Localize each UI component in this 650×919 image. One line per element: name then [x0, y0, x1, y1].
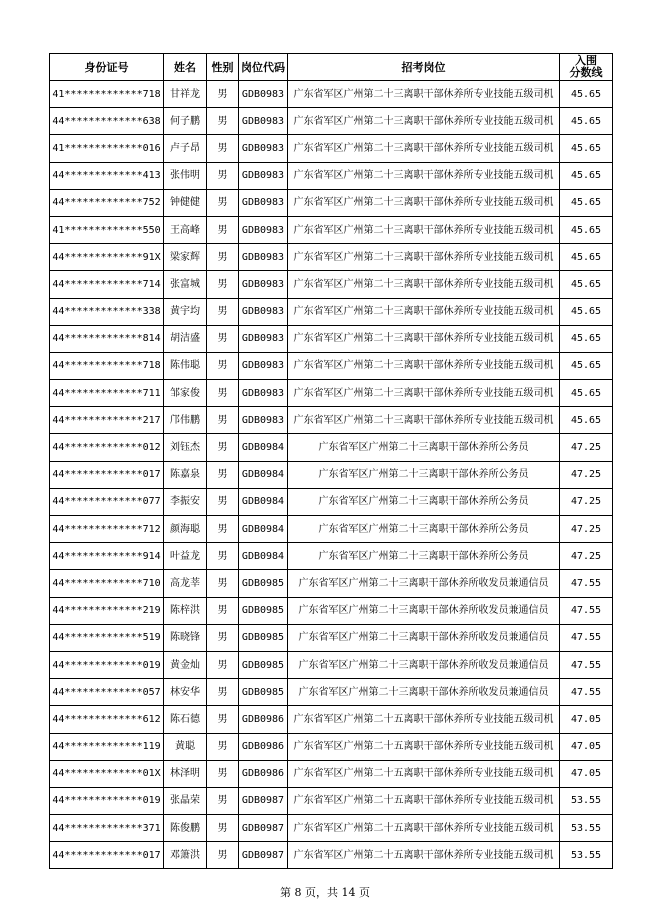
position-cell: 广东省军区广州第二十三离职干部休养所专业技能五级司机: [288, 407, 560, 434]
code-cell: GDB0986: [239, 733, 288, 760]
id-cell: 44*************01X: [50, 760, 164, 787]
name-cell: 张伟明: [164, 162, 207, 189]
score-cell: 47.55: [560, 651, 613, 678]
page-footer: 第 8 页，共 14 页: [280, 886, 370, 899]
position-cell: 广东省军区广州第二十三离职干部休养所收发员兼通信员: [288, 597, 560, 624]
name-cell: 梁家辉: [164, 244, 207, 271]
id-cell: 44*************012: [50, 434, 164, 461]
gender-cell: 男: [207, 597, 239, 624]
gender-cell: 男: [207, 787, 239, 814]
id-cell: 44*************519: [50, 624, 164, 651]
table-row: [50, 352, 613, 379]
gender-cell: 男: [207, 651, 239, 678]
table-row: [50, 162, 613, 189]
table-row: [50, 189, 613, 216]
gender-cell: 男: [207, 516, 239, 543]
code-cell: GDB0985: [239, 597, 288, 624]
code-cell: GDB0985: [239, 570, 288, 597]
score-cell: 47.25: [560, 516, 613, 543]
gender-cell: 男: [207, 815, 239, 842]
gender-cell: 男: [207, 244, 239, 271]
col-header-score-line2: 分数线: [569, 66, 603, 79]
gender-cell: 男: [207, 271, 239, 298]
score-cell: 47.05: [560, 760, 613, 787]
id-cell: 44*************017: [50, 461, 164, 488]
gender-cell: 男: [207, 570, 239, 597]
position-cell: 广东省军区广州第二十三离职干部休养所专业技能五级司机: [288, 244, 560, 271]
code-cell: GDB0983: [239, 189, 288, 216]
code-cell: GDB0983: [239, 407, 288, 434]
gender-cell: 男: [207, 488, 239, 515]
position-cell: 广东省军区广州第二十五离职干部休养所专业技能五级司机: [288, 787, 560, 814]
table-row: [50, 216, 613, 243]
position-cell: 广东省军区广州第二十三离职干部休养所专业技能五级司机: [288, 271, 560, 298]
score-cell: 45.65: [560, 216, 613, 243]
table-row: [50, 407, 613, 434]
position-cell: 广东省军区广州第二十三离职干部休养所收发员兼通信员: [288, 570, 560, 597]
gender-cell: 男: [207, 733, 239, 760]
col-header-position: 招考岗位: [288, 54, 560, 81]
results-table: [49, 53, 613, 869]
name-cell: 王高峰: [164, 216, 207, 243]
code-cell: GDB0983: [239, 325, 288, 352]
id-cell: 44*************017: [50, 842, 164, 869]
code-cell: GDB0983: [239, 81, 288, 108]
table-row: [50, 244, 613, 271]
score-cell: 45.65: [560, 244, 613, 271]
position-cell: 广东省军区广州第二十三离职干部休养所专业技能五级司机: [288, 108, 560, 135]
name-cell: 林泽明: [164, 760, 207, 787]
name-cell: 颜海聪: [164, 516, 207, 543]
position-cell: 广东省军区广州第二十三离职干部休养所专业技能五级司机: [288, 352, 560, 379]
gender-cell: 男: [207, 325, 239, 352]
name-cell: 黄金灿: [164, 651, 207, 678]
position-cell: 广东省军区广州第二十三离职干部休养所公务员: [288, 434, 560, 461]
name-cell: 黄宇均: [164, 298, 207, 325]
position-cell: 广东省军区广州第二十三离职干部休养所专业技能五级司机: [288, 298, 560, 325]
score-cell: 47.25: [560, 488, 613, 515]
score-cell: 47.55: [560, 570, 613, 597]
code-cell: GDB0984: [239, 434, 288, 461]
code-cell: GDB0987: [239, 815, 288, 842]
id-cell: 44*************638: [50, 108, 164, 135]
table-row: [50, 325, 613, 352]
name-cell: 陈石德: [164, 706, 207, 733]
code-cell: GDB0985: [239, 651, 288, 678]
gender-cell: 男: [207, 298, 239, 325]
gender-cell: 男: [207, 352, 239, 379]
score-cell: 53.55: [560, 815, 613, 842]
code-cell: GDB0987: [239, 842, 288, 869]
id-cell: 44*************711: [50, 380, 164, 407]
table-row: [50, 760, 613, 787]
position-cell: 广东省军区广州第二十五离职干部休养所专业技能五级司机: [288, 760, 560, 787]
score-cell: 53.55: [560, 787, 613, 814]
id-cell: 44*************714: [50, 271, 164, 298]
position-cell: 广东省军区广州第二十三离职干部休养所公务员: [288, 488, 560, 515]
gender-cell: 男: [207, 706, 239, 733]
id-cell: 41*************550: [50, 216, 164, 243]
score-cell: 47.25: [560, 543, 613, 570]
id-cell: 44*************710: [50, 570, 164, 597]
score-cell: 45.65: [560, 271, 613, 298]
table-row: [50, 434, 613, 461]
position-cell: 广东省军区广州第二十五离职干部休养所专业技能五级司机: [288, 706, 560, 733]
score-cell: 47.55: [560, 624, 613, 651]
name-cell: 叶益龙: [164, 543, 207, 570]
gender-cell: 男: [207, 407, 239, 434]
name-cell: 高龙莘: [164, 570, 207, 597]
name-cell: 李振安: [164, 488, 207, 515]
position-cell: 广东省军区广州第二十三离职干部休养所专业技能五级司机: [288, 325, 560, 352]
header-row: [50, 54, 613, 81]
col-header-id: 身份证号: [50, 54, 164, 81]
table-row: [50, 271, 613, 298]
table-row: [50, 81, 613, 108]
score-cell: 45.65: [560, 352, 613, 379]
name-cell: 邓箫洪: [164, 842, 207, 869]
gender-cell: 男: [207, 189, 239, 216]
table-row: [50, 842, 613, 869]
name-cell: 陈梓洪: [164, 597, 207, 624]
gender-cell: 男: [207, 461, 239, 488]
code-cell: GDB0983: [239, 162, 288, 189]
score-cell: 45.65: [560, 162, 613, 189]
name-cell: 胡洁盛: [164, 325, 207, 352]
code-cell: GDB0985: [239, 624, 288, 651]
code-cell: GDB0983: [239, 298, 288, 325]
table-row: [50, 135, 613, 162]
col-header-name: 姓名: [164, 54, 207, 81]
name-cell: 张富城: [164, 271, 207, 298]
id-cell: 44*************338: [50, 298, 164, 325]
gender-cell: 男: [207, 135, 239, 162]
table-row: [50, 108, 613, 135]
code-cell: GDB0984: [239, 461, 288, 488]
id-cell: 44*************612: [50, 706, 164, 733]
table-row: [50, 597, 613, 624]
score-cell: 45.65: [560, 407, 613, 434]
score-cell: 53.55: [560, 842, 613, 869]
gender-cell: 男: [207, 434, 239, 461]
score-cell: 45.65: [560, 81, 613, 108]
gender-cell: 男: [207, 679, 239, 706]
col-header-gender: 性别: [207, 54, 239, 81]
id-cell: 44*************019: [50, 651, 164, 678]
id-cell: 44*************077: [50, 488, 164, 515]
name-cell: 刘钰杰: [164, 434, 207, 461]
name-cell: 邹家俊: [164, 380, 207, 407]
code-cell: GDB0983: [239, 216, 288, 243]
code-cell: GDB0983: [239, 352, 288, 379]
position-cell: 广东省军区广州第二十三离职干部休养所公务员: [288, 461, 560, 488]
table-row: [50, 679, 613, 706]
id-cell: 44*************91X: [50, 244, 164, 271]
id-cell: 44*************019: [50, 787, 164, 814]
code-cell: GDB0984: [239, 488, 288, 515]
position-cell: 广东省军区广州第二十三离职干部休养所公务员: [288, 543, 560, 570]
table-row: [50, 488, 613, 515]
code-cell: GDB0986: [239, 706, 288, 733]
table-row: [50, 380, 613, 407]
position-cell: 广东省军区广州第二十五离职干部休养所专业技能五级司机: [288, 733, 560, 760]
gender-cell: 男: [207, 108, 239, 135]
table-row: [50, 706, 613, 733]
score-cell: 45.65: [560, 189, 613, 216]
gender-cell: 男: [207, 842, 239, 869]
position-cell: 广东省军区广州第二十三离职干部休养所专业技能五级司机: [288, 380, 560, 407]
position-cell: 广东省军区广州第二十三离职干部休养所专业技能五级司机: [288, 189, 560, 216]
table-row: [50, 651, 613, 678]
id-cell: 44*************712: [50, 516, 164, 543]
table-row: [50, 461, 613, 488]
position-cell: 广东省军区广州第二十五离职干部休养所专业技能五级司机: [288, 815, 560, 842]
table-row: [50, 787, 613, 814]
position-cell: 广东省军区广州第二十三离职干部休养所公务员: [288, 516, 560, 543]
position-cell: 广东省军区广州第二十三离职干部休养所专业技能五级司机: [288, 162, 560, 189]
score-cell: 47.25: [560, 461, 613, 488]
id-cell: 44*************371: [50, 815, 164, 842]
score-cell: 47.55: [560, 679, 613, 706]
name-cell: 陈晓锋: [164, 624, 207, 651]
name-cell: 陈俊鹏: [164, 815, 207, 842]
id-cell: 44*************718: [50, 352, 164, 379]
score-cell: 45.65: [560, 380, 613, 407]
code-cell: GDB0983: [239, 244, 288, 271]
gender-cell: 男: [207, 760, 239, 787]
id-cell: 41*************016: [50, 135, 164, 162]
score-cell: 45.65: [560, 325, 613, 352]
code-cell: GDB0984: [239, 543, 288, 570]
name-cell: 邝伟鹏: [164, 407, 207, 434]
table-row: [50, 733, 613, 760]
table-row: [50, 815, 613, 842]
id-cell: 44*************219: [50, 597, 164, 624]
position-cell: 广东省军区广州第二十三离职干部休养所收发员兼通信员: [288, 651, 560, 678]
table-row: [50, 570, 613, 597]
col-header-score-line1: 入围: [575, 54, 597, 67]
position-cell: 广东省军区广州第二十三离职干部休养所专业技能五级司机: [288, 216, 560, 243]
score-cell: 45.65: [560, 108, 613, 135]
score-cell: 45.65: [560, 135, 613, 162]
score-cell: 47.25: [560, 434, 613, 461]
id-cell: 41*************718: [50, 81, 164, 108]
name-cell: 林安华: [164, 679, 207, 706]
code-cell: GDB0984: [239, 516, 288, 543]
score-cell: 47.05: [560, 733, 613, 760]
id-cell: 44*************914: [50, 543, 164, 570]
code-cell: GDB0987: [239, 787, 288, 814]
code-cell: GDB0983: [239, 380, 288, 407]
table-row: [50, 543, 613, 570]
score-cell: 47.55: [560, 597, 613, 624]
name-cell: 何子鹏: [164, 108, 207, 135]
gender-cell: 男: [207, 380, 239, 407]
table-row: [50, 298, 613, 325]
position-cell: 广东省军区广州第二十五离职干部休养所专业技能五级司机: [288, 842, 560, 869]
id-cell: 44*************057: [50, 679, 164, 706]
code-cell: GDB0986: [239, 760, 288, 787]
code-cell: GDB0983: [239, 271, 288, 298]
code-cell: GDB0983: [239, 108, 288, 135]
id-cell: 44*************814: [50, 325, 164, 352]
name-cell: 张晶荣: [164, 787, 207, 814]
id-cell: 44*************752: [50, 189, 164, 216]
score-cell: 45.65: [560, 298, 613, 325]
position-cell: 广东省军区广州第二十三离职干部休养所专业技能五级司机: [288, 135, 560, 162]
id-cell: 44*************217: [50, 407, 164, 434]
name-cell: 陈伟聪: [164, 352, 207, 379]
gender-cell: 男: [207, 624, 239, 651]
code-cell: GDB0985: [239, 679, 288, 706]
gender-cell: 男: [207, 162, 239, 189]
position-cell: 广东省军区广州第二十三离职干部休养所专业技能五级司机: [288, 81, 560, 108]
col-header-code: 岗位代码: [239, 54, 288, 81]
id-cell: 44*************119: [50, 733, 164, 760]
name-cell: 甘祥龙: [164, 81, 207, 108]
name-cell: 卢子昂: [164, 135, 207, 162]
id-cell: 44*************413: [50, 162, 164, 189]
table-body: [50, 81, 613, 869]
table-row: [50, 516, 613, 543]
name-cell: 黄聪: [164, 733, 207, 760]
gender-cell: 男: [207, 543, 239, 570]
table-row: [50, 624, 613, 651]
gender-cell: 男: [207, 81, 239, 108]
position-cell: 广东省军区广州第二十三离职干部休养所收发员兼通信员: [288, 624, 560, 651]
position-cell: 广东省军区广州第二十三离职干部休养所收发员兼通信员: [288, 679, 560, 706]
name-cell: 陈嘉泉: [164, 461, 207, 488]
score-cell: 47.05: [560, 706, 613, 733]
gender-cell: 男: [207, 216, 239, 243]
name-cell: 钟健健: [164, 189, 207, 216]
col-header-score: [560, 54, 613, 81]
table-header: [50, 54, 613, 81]
code-cell: GDB0983: [239, 135, 288, 162]
